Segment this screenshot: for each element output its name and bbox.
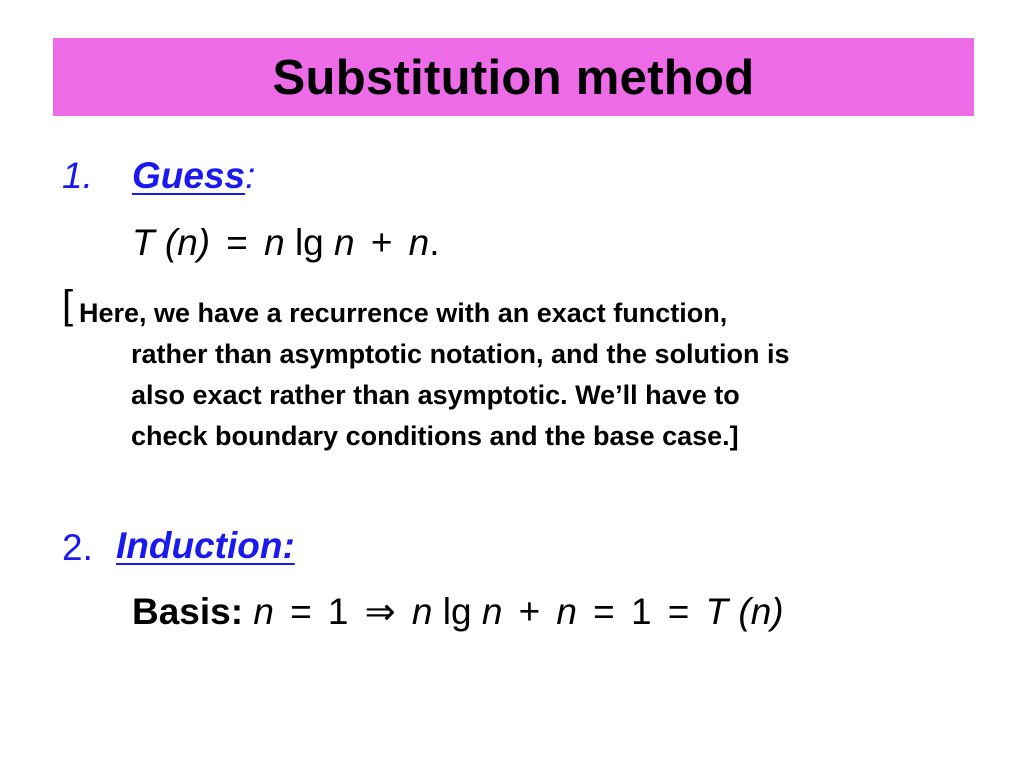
- basis-label: Basis:: [132, 591, 244, 632]
- note-line-4: check boundary conditions and the base case.]: [131, 421, 739, 451]
- note-paragraph: [79, 293, 979, 457]
- step1-number: 1.: [62, 155, 93, 196]
- guess-label: Guess: [132, 155, 246, 196]
- slide-title: Substitution method: [272, 51, 755, 105]
- basis-n3: n: [481, 591, 503, 632]
- step2-number: 2.: [62, 527, 93, 568]
- basis-eq1: =: [290, 591, 312, 632]
- basis-lg: lg: [442, 591, 472, 632]
- eq-period: .: [429, 222, 440, 263]
- note-line-1: Here, we have a recurrence with an exact function,: [79, 298, 728, 328]
- eq-equals: =: [226, 222, 248, 263]
- guess-equation: [132, 222, 439, 264]
- basis-equation: [132, 590, 784, 633]
- basis-eq3: =: [667, 591, 690, 632]
- basis-n1: n: [253, 591, 274, 632]
- implies-icon: ⇒: [364, 591, 396, 632]
- note-line-3: also exact rather than asymptotic. We’ll have to: [131, 380, 740, 410]
- eq-n2: n: [334, 222, 355, 263]
- eq-n1: n: [264, 222, 285, 263]
- eq-lhs: T (n): [132, 222, 211, 263]
- guess-colon: :: [245, 155, 256, 196]
- eq-lg: lg: [294, 222, 324, 263]
- basis-n2: n: [411, 591, 433, 632]
- basis-one1: 1: [327, 591, 349, 632]
- note-open-bracket: [: [62, 283, 74, 327]
- basis-one2: 1: [630, 591, 652, 632]
- note-line-2: rather than asymptotic notation, and the solution is: [131, 339, 790, 369]
- eq-n3: n: [408, 222, 430, 263]
- basis-plus: +: [518, 591, 541, 632]
- title-bar: [53, 38, 974, 116]
- eq-plus: +: [370, 222, 393, 263]
- basis-eq2: =: [593, 591, 615, 632]
- step2-heading: Induction:: [116, 525, 295, 566]
- basis-n4: n: [556, 591, 577, 632]
- step1-heading: [132, 155, 255, 197]
- basis-rhs: T (n): [705, 591, 784, 632]
